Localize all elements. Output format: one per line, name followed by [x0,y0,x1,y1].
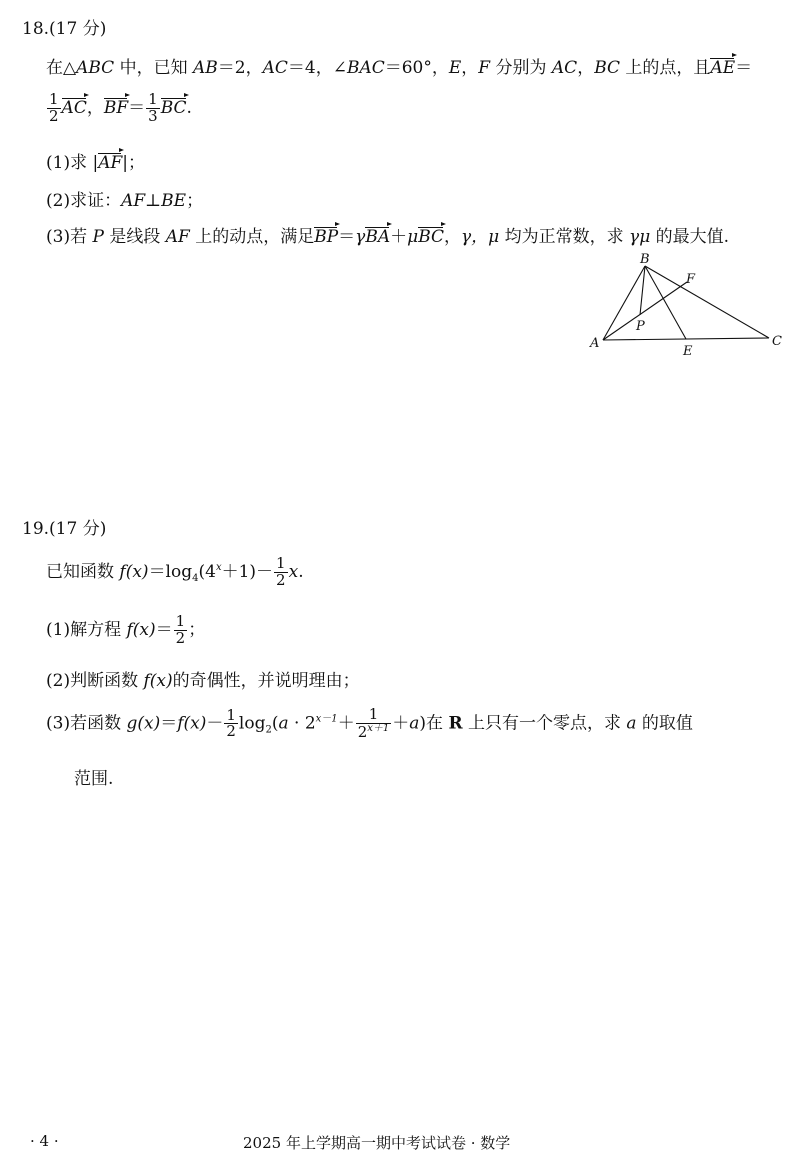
text: (2)求证： [46,191,122,211]
text: ＋ [337,713,355,734]
q19-part2 [46,666,360,691]
label-p: P [636,319,645,334]
text: . [186,97,192,118]
text: (1)解方程 [46,619,127,640]
vector-bp: BP [314,227,339,247]
mu: μ [407,227,419,247]
variable-x: x [288,561,299,582]
function-g: g(x) [126,713,161,734]
numerator: 1 [356,707,392,724]
vector-bf: BF [103,97,129,118]
text: 在△ [46,58,77,78]
param-a: a [409,713,420,734]
segment-af: AF [121,191,146,211]
numerator: 1 [148,90,158,108]
q18-part1 [46,148,145,173]
text: 是线段 [103,227,166,247]
label-c: C [772,334,782,349]
function-f: f(x) [119,561,149,582]
footer-title: 2025 年上学期高一期中考试试卷 · 数学 [243,1134,511,1152]
text: ＝ [735,58,753,78]
denominator: 3 [148,106,158,125]
q19-header [22,514,106,539]
text: ＝ [155,619,173,640]
segment-af: AF [165,227,190,247]
function-f: f(x) [177,713,207,734]
log-base: 4 [192,573,199,585]
text: (3)若 [46,227,93,247]
text: 均为正常数，求 [499,227,630,247]
real-set: R [448,713,463,734]
gamma-mu-product: γμ [629,227,651,247]
segment-af-line [603,282,687,340]
q19-intro [46,556,304,589]
label-a: A [590,336,600,351]
text: 范围. [74,769,114,789]
text: ( [271,713,279,734]
text: ； [188,619,206,640]
text: 中，已知 [114,58,193,78]
q18-part2 [46,186,203,211]
text: (4 [198,561,216,582]
fraction-half [224,705,238,741]
q19-points: (17 分) [49,519,107,539]
param-a: a [278,713,289,734]
fraction-half [274,556,288,589]
angle-bac: BAC [346,58,385,78]
numerator: 1 [175,612,186,630]
numerator: 1 [49,90,59,108]
triangle-name: ABC [76,58,115,78]
text: )在 [419,713,449,734]
text: ， [86,97,104,118]
vector-ac: AC [61,97,87,118]
label-e: E [683,344,693,359]
segment-ac: AC [551,58,578,78]
text: ＋ [390,227,408,247]
text: (1)求 | [46,153,99,173]
param-a: a [626,713,637,734]
numerator: 1 [276,554,286,572]
vector-af: AF [98,153,123,173]
q18-header [22,14,106,39]
denominator: 2 [49,106,59,125]
text: ＋1)－ [221,561,274,582]
den-base: 2 [357,722,368,741]
point-p: P [92,227,104,247]
denominator: 2 [175,628,186,647]
fraction-inverse-power [356,707,392,741]
q19-number: 19. [22,519,50,539]
text: (2)判断函数 [46,671,144,691]
vector-ae: AE [710,58,736,78]
text: 上只有一个零点，求 [462,713,627,734]
fraction-half [174,614,188,647]
exponent: x [215,562,222,574]
triangle-figure [585,252,790,364]
q19-part3-line1 [46,707,693,741]
function-f: f(x) [143,671,173,691]
text: ＝ [160,713,178,734]
text: 的取值 [636,713,693,734]
segment-ac: AC [262,58,288,78]
denominator: 2 [276,570,286,589]
text: ＝4，∠ [287,58,347,78]
edge-bc [645,266,769,338]
numerator: 1 [226,705,236,724]
text: 的最大值. [650,227,730,247]
segment-ab: AB [192,58,218,78]
text: ， [461,58,479,78]
segment-be: BE [161,191,187,211]
text: ＝2， [217,58,263,78]
q18-intro-line2 [46,92,192,125]
q19-part3-line2 [74,764,113,789]
text: 分别为 [490,58,552,78]
text: ＝60°， [384,58,449,78]
vector-bc: BC [160,97,187,118]
text: 上的动点，满足 [189,227,315,247]
page-number: · 4 · [30,1132,59,1150]
vector-bc: BC [418,227,445,247]
text: ＝ [128,97,146,118]
fraction-third [146,92,160,125]
log-base: 2 [265,724,272,736]
text: 上的点，且 [620,58,711,78]
text: 的奇偶性，并说明理由； [172,671,360,691]
exponent: x－1 [315,713,338,725]
q18-intro-line1 [46,53,752,78]
q18-points: (17 分) [49,19,107,39]
den-exponent: x＋1 [367,722,390,734]
point-e: E [448,58,462,78]
text: . [298,561,304,582]
text: ， [577,58,595,78]
text: ＋ [392,713,410,734]
vector-ba: BA [365,227,391,247]
segment-be-line [645,266,686,339]
label-b: B [640,252,650,267]
q19-part1 [46,614,205,647]
function-f: f(x) [126,619,156,640]
text: ＝ [338,227,356,247]
text: 已知函数 [46,561,120,582]
text: log [238,713,266,734]
text: － [206,713,224,734]
segment-bc: BC [594,58,621,78]
label-f: F [686,272,696,287]
gamma-mu: γ，μ [461,227,500,247]
point-f: F [478,58,491,78]
text: ， [444,227,462,247]
perp-symbol: ⊥ [145,191,162,211]
fraction-half [47,92,61,125]
denominator [356,724,392,741]
text: |； [122,153,146,173]
text: · 2 [288,713,316,734]
denominator: 2 [226,722,236,741]
gamma: γ [355,227,366,247]
q18-number: 18. [22,19,50,39]
q18-part3 [46,222,729,247]
text: ； [186,191,204,211]
text: (3)若函数 [46,713,127,734]
text: ＝log [148,561,193,582]
